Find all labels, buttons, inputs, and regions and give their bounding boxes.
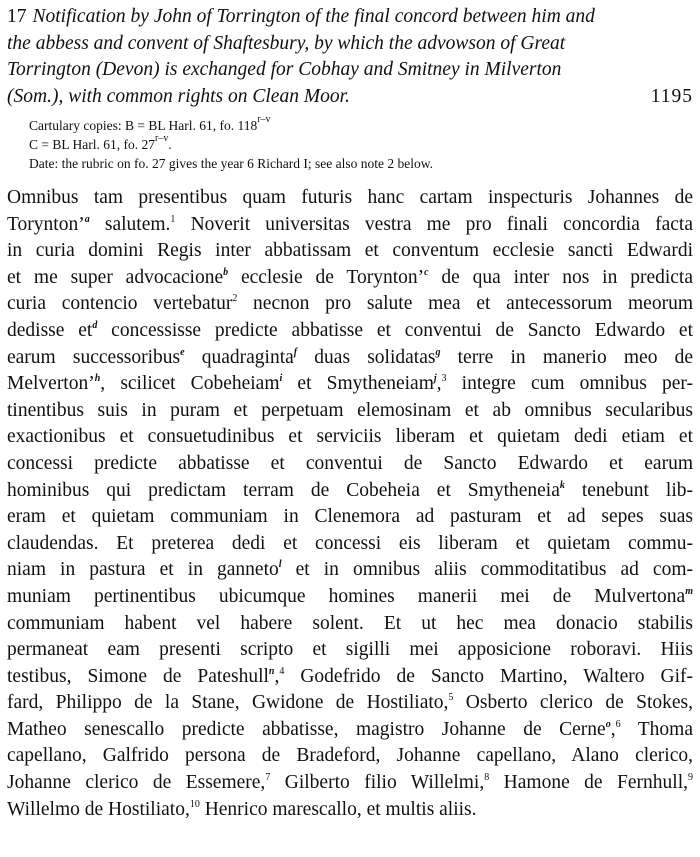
text-line: concessi predicte abbatisse et conventui de Sancto Edwardo et earum	[7, 452, 693, 474]
charter-title-line-3: Torrington (Devon) is exchanged for Cobhay and Smitney in Milverton	[7, 59, 562, 80]
text-line: Torynton’$^a$ salutem.$^1$ Noverit universitas vestra me pro finali concordia facta	[7, 213, 693, 235]
source-notes	[29, 116, 693, 173]
text-line: eram et quietam communiam in Clenemora ad pasturam et ad sepes suas	[7, 506, 693, 528]
text-line: Matheo senescallo predicte abbatisse, magistro Johanne de Cerne$^o$,$^6$ Thoma	[7, 718, 693, 740]
text-line: et me super advocacione$^b$ ecclesie de Torynton’$^c$ de qua inter nos in predicta	[7, 266, 693, 288]
text-line: niam in pastura et in ganneto$^l$ et in omnibus aliis commoditatibus ad com-	[7, 559, 693, 581]
text-line: Omnibus tam presentibus quam futuris hanc cartam inspecturis Johannes de	[7, 187, 693, 208]
text-line: tinentibus suis in puram et perpetuam elemosinam et ab omnibus secularibus	[7, 399, 693, 421]
text-line: permaneat eam presenti scripto et sigilli mei apposicione roboravi. Hiis	[7, 639, 693, 661]
charter-date: 1195	[650, 85, 693, 107]
charter-heading	[7, 4, 693, 84]
text-line: claudendas. Et preterea dedi et concessi eis liberam et quietam commu-	[7, 532, 693, 554]
charter-title-line-2: the abbess and convent of Shaftesbury, by which the advowson of Great	[7, 32, 566, 54]
cartulary-copy-b: Cartulary copies: B = BL Harl. 61, fo. 118$^{r-v}$	[29, 114, 271, 133]
charter-page	[7, 4, 693, 823]
text-line: exactionibus et consuetudinibus et serviciis liberam et quietam dedi etiam et	[7, 426, 693, 448]
text-line: earum successoribus$^e$ quadraginta$^f$ duas solidatas$^g$ terre in manerio meo de	[7, 346, 694, 368]
text-line: hominibus qui predictam terram de Cobeheia et Smytheneia$^k$ tenebunt lib-	[7, 479, 693, 501]
text-line: Melverton’$^h$, scilicet Cobeheiam$^i$ et Smytheneiam$^j$,$^3$ integre cum omnibus per-	[7, 373, 693, 395]
charter-title-line-4: (Som.), with common rights on Clean Moor.	[7, 85, 350, 107]
text-line: testibus, Simone de Pateshull$^n$,$^4$ Godefrido de Sancto Martino, Waltero Gif-	[7, 665, 693, 687]
charter-number: 17	[7, 6, 27, 27]
charter-heading-last-line	[7, 84, 693, 111]
text-line: dedisse $et^d$ concessisse predicte abbatisse et conventui de Sancto Edwardo et	[7, 319, 693, 341]
text-line: Willelmo de Hostiliato,$^{10}$ Henrico marescallo, et multis aliis.	[7, 798, 477, 820]
charter-title-line-1: Notification by John of Torrington of the final concord between him and	[32, 6, 595, 27]
cartulary-copy-c: C = BL Harl. 61, fo. 27$^{r-v}$.	[29, 133, 172, 152]
text-line: muniam pertinentibus ubicumque homines manerii mei de Mulvertona$^m$	[7, 585, 693, 607]
text-line: in curia domini Regis inter abbatissam et conventum ecclesie sancti Edwardi	[7, 240, 693, 262]
text-line: capellano, Galfrido persona de Bradeford, Johanne capellano, Alano clerico,	[7, 745, 693, 767]
text-line: fard, Philippo de la Stane, Gwidone de Hostiliato,$^5$ Osberto clerico de Stokes,	[7, 692, 693, 714]
text-line: Johanne clerico de Essemere,$^7$ Gilberto filio Willelmi,$^8$ Hamone de Fernhull,$^9$	[7, 772, 693, 794]
text-line: communiam habent vel habere solent. Et ut hec mea donacio stabilis	[7, 612, 693, 634]
date-note: Date: the rubric on fo. 27 gives the year 6 Richard I; see also note 2 below.	[29, 156, 433, 171]
text-line: curia contencio vertebatur$^2$ necnon pro salute mea et antecessorum meorum	[7, 293, 693, 315]
charter-text	[7, 185, 693, 823]
